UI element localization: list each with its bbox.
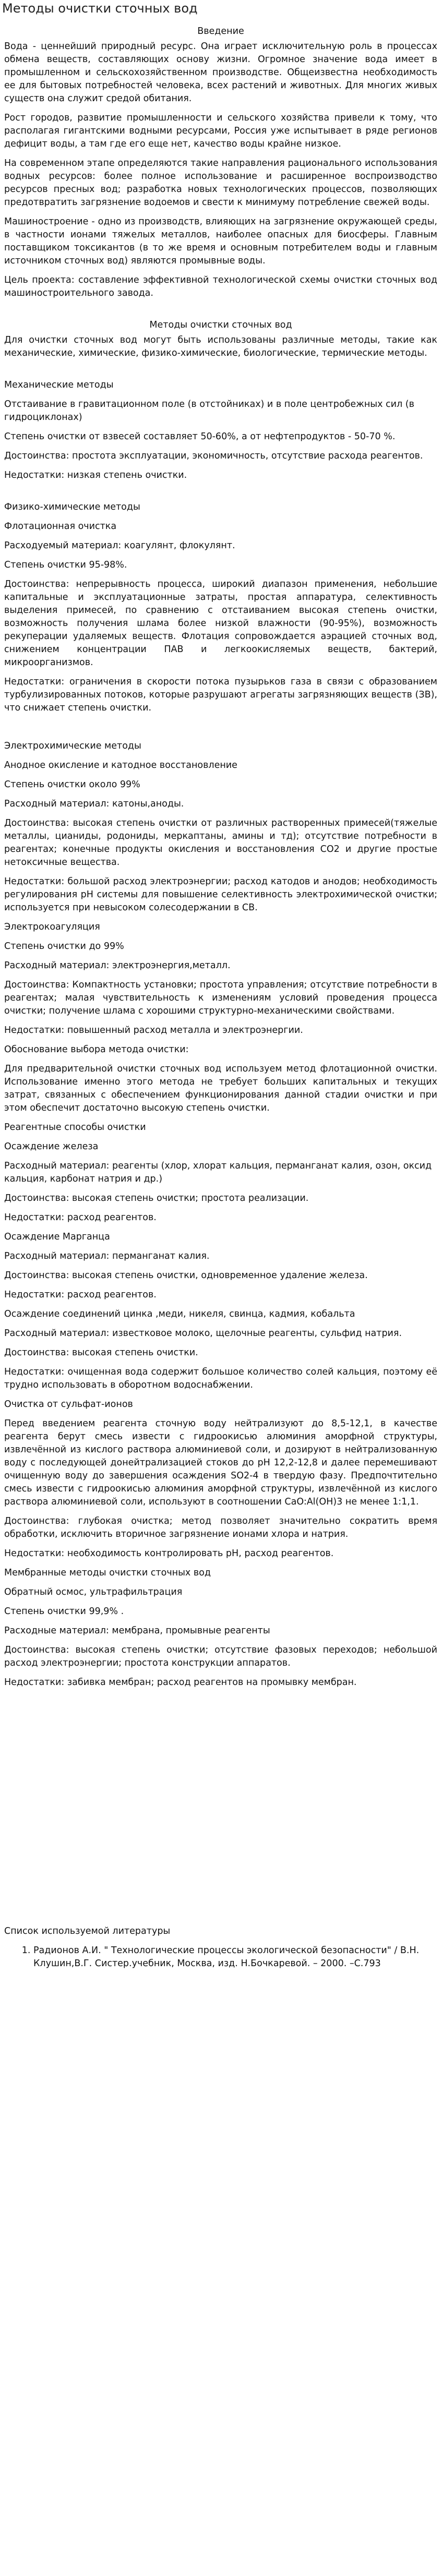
reference-item: 1. Радионов А.И. " Технологические процессы экологической безопасности" / В.Н. Клушин,В.Г. Систер.учебник, Москва, изд. Н.Бочкаревой. – 2000. –С.793 [33, 1944, 437, 1970]
section-heading: Физико-химические методы [4, 502, 140, 512]
paragraph: Степень очистки 95-98%. [4, 560, 127, 570]
section-heading: Мембранные методы очистки сточных вод [4, 1568, 211, 1578]
paragraph: Расходный материал: перманганат калия. [4, 1251, 210, 1261]
subheading: Очистка от сульфат-ионов [4, 1399, 133, 1410]
paragraph: Достоинства: высокая степень очистки от различных растворенных примесей(тяжелые металлы, цианиды, родониды, меркаптаны, амины и тд); отсутствие потребности в реагентах; конечные продукты окисления и восстановления CO2 и другие простые нетоксичные вещества. [4, 818, 437, 868]
paragraph: Достоинства: высокая степень очистки; простота реализации. [4, 1193, 309, 1203]
paragraph: Расходные материал: мембрана, промывные реагенты [4, 1626, 270, 1636]
paragraph: Расходный материал: электроэнергия,металл. [4, 960, 231, 971]
subheading: Обратный осмос, ультрафильтрация [4, 1587, 183, 1597]
paragraph: Достоинства: глубокая очистка; метод позволяет значительно сократить время обработки, исключить вторичное загрязнение ионами хлора и натрия. [4, 1516, 437, 1539]
subheading: Осаждение железа [4, 1141, 99, 1152]
paragraph: Расходный материал: катоны,аноды. [4, 799, 184, 809]
subheading: Электрокоагуляция [4, 922, 100, 932]
paragraph: Отстаивание в гравитационном поле (в отстойниках) и в поле центробежных сил (в гидроциклонах) [4, 399, 414, 423]
subheading: Осаждение Марганца [4, 1232, 110, 1242]
paragraph: Недостатки: забивка мембран; расход реагентов на промывку мембран. [4, 1677, 357, 1688]
subheading: Анодное окисление и катодное восстановление [4, 760, 237, 771]
paragraph: Расходный материал: известковое молоко, щелочные реагенты, сульфид натрия. [4, 1328, 402, 1339]
paragraph: Степень очистки 99,9% . [4, 1606, 124, 1617]
paragraph: Степень очистки от взвесей составляет 50-60%, а от нефтепродуктов - 50-70 %. [4, 431, 396, 442]
methods-heading: Методы очистки сточных вод [149, 320, 292, 330]
paragraph: Расходуемый материал: коагулянт, флокулянт. [4, 540, 235, 551]
section-heading: Электрохимические методы [4, 741, 141, 751]
document-body [4, 25, 437, 1970]
paragraph: Достоинства: высокая степень очистки; отсутствие фазовых переходов; небольшой расход электроэнергии; простота конструкции аппаратов. [4, 1645, 437, 1668]
paragraph: Расходный материал: реагенты (хлор, хлорат кальция, перманганат калия, озон, оксид кальция, карбонат натрия и др.) [4, 1161, 432, 1184]
section-heading: Реагентные способы очистки [4, 1122, 146, 1133]
paragraph: Недостатки: очищенная вода содержит большое количество солей кальция, поэтому её трудно использовать в оборотном водоснабжении. [4, 1367, 437, 1390]
subheading: Обоснование выбора метода очистки: [4, 1044, 189, 1055]
paragraph: Рост городов, развитие промышленности и сельского хозяйства привели к тому, что располагая гигантскими водными ресурсами, Россия уже испытывает в ряде регионов дефицит воды, а там где его еще нет, качество воды крайне низкое. [4, 113, 437, 149]
paragraph: Недостатки: расход реагентов. [4, 1212, 157, 1223]
paragraph: Достоинства: Компактность установки; простота управления; отсутствие потребности в реагентах; малая чувствительность к изменениям условий проведения процесса очистки; получение шлама с хорошими структурно-механическими свойствами. [4, 980, 437, 1016]
paragraph: Недостатки: повышенный расход металла и электроэнергии. [4, 1025, 303, 1036]
intro-heading: Введение [197, 26, 244, 37]
paragraph: Для предварительной очистки сточных вод используем метод флотационной очистки. Использование именно этого метода не требует больших капитальных и текущих затрат, связанных с обеспечением функционирования данной стадии очистки и при этом обеспечит достаточно высокую степень очистки. [4, 1064, 437, 1113]
paragraph: Недостатки: большой расход электроэнергии; расход катодов и анодов; необходимость регулирования pH системы для повышение селективность электрохимической очистки; используется при невысоком солесодержании в СВ. [4, 876, 437, 913]
paragraph: Достоинства: высокая степень очистки, одновременное удаление железа. [4, 1270, 368, 1281]
paragraph: Недостатки: необходимость контролировать pH, расход реагентов. [4, 1548, 334, 1559]
page-title: Методы очистки сточных вод [2, 1, 198, 16]
paragraph: Достоинства: высокая степень очистки. [4, 1347, 198, 1358]
references-heading: Список используемой литературы [4, 1926, 171, 1936]
paragraph: Недостатки: ограничения в скорости потока пузырьков газа в связи с образованием турбулизированных потоков, которые разрушают агрегаты загрязняющих веществ (ЗВ), что снижает степень очистки. [4, 677, 437, 713]
paragraph: Недостатки: низкая степень очистки. [4, 470, 187, 480]
paragraph: Степень очистки около 99% [4, 779, 140, 790]
subheading: Осаждение соединений цинка ,меди, никеля, свинца, кадмия, кобальта [4, 1309, 355, 1319]
paragraph: Цель проекта: составление эффективной технологической схемы очистки сточных вод машиностроительного завода. [4, 275, 437, 298]
references-list [4, 1944, 437, 1970]
paragraph: Перед введением реагента сточную воду нейтрализуют до 8,5-12,1, в качестве реагента берут смесь извести с гидроокисью алюминия аморфной структуры, извлечённой из кислого раствора алюминиевой соли, и дозируют в нейтрализованную воду с последующей донейтрализацией стоков до pH 12,2-12,8 и далее перемешивают очищенную воду до завершения осаждения SO2-4 в твердую фазу. Предпочтительно смесь извести с гидроокисью алюминия аморфной структуры, извлечённой из кислого раствора алюминиевой соли, используют в соотношении CaO:Al(OH)3 не менее 1:1,1. [4, 1418, 437, 1507]
paragraph: Вода - ценнейший природный ресурс. Она играет исключительную роль в процессах обмена веществ, составляющих основу жизни. Огромное значение вода имеет в промышленном и сельскохозяйственном производстве. Общеизвестна необходимость ее для бытовых потребностей человека, всех растений и животных. Для многих живых существ она служит средой обитания. [4, 41, 437, 104]
paragraph: Машиностроение - одно из производств, влияющих на загрязнение окружающей среды, в частности ионами тяжелых металлов, наиболее опасных для биосферы. Главным поставщиком токсикантов (в то же время и основным потребителем воды и главным источником сточных вод) являются промывные воды. [4, 216, 437, 266]
paragraph: Недостатки: расход реагентов. [4, 1290, 157, 1300]
paragraph: На современном этапе определяются такие направления рационального использования водных ресурсов: более полное использование и расширенное воспроизводство ресурсов пресных вод; разработка новых технологических процессов, позволяющих предотвратить загрязнение водоемов и свести к минимуму потребление свежей воды. [4, 158, 437, 208]
subheading: Флотационная очистка [4, 521, 117, 532]
paragraph: Для очистки сточных вод могут быть использованы различные методы, такие как механические, химические, физико-химические, биологические, термические методы. [4, 335, 437, 358]
section-heading: Механические методы [4, 380, 114, 390]
paragraph: Достоинства: непрерывность процесса, широкий диапазон применения, небольшие капитальные и эксплуатационные затраты, простая аппаратура, селективность выделения примесей, по сравнению с отстаиванием высокая степень очистки, возможность получения шлама более низкой влажности (90-95%), возможность рекуперации удаляемых веществ. Флотация сопровождается аэрацией сточных вод, снижением концентрации ПАВ и легкоокисляемых веществ, бактерий, микроорганизмов. [4, 579, 437, 668]
paragraph: Степень очистки до 99% [4, 941, 124, 952]
paragraph: Достоинства: простота эксплуатации, экономичность, отсутствие расхода реагентов. [4, 451, 423, 461]
